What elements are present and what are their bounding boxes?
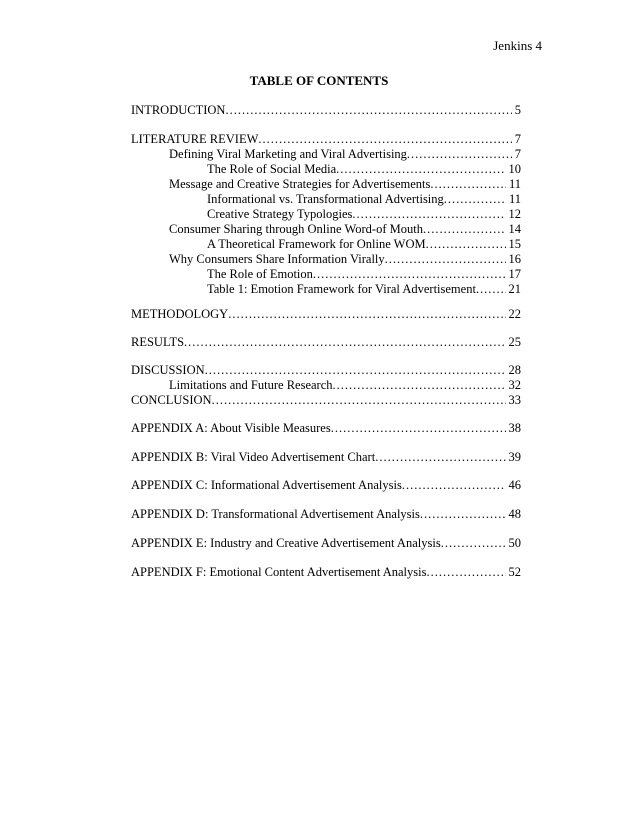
toc-page-number: 21 (508, 282, 521, 296)
toc-page-number: 33 (508, 393, 521, 407)
toc-entry (131, 132, 521, 147)
toc-entry-title: APPENDIX F: Emotional Content Advertisement Analysis (131, 565, 427, 579)
dot-leader (228, 307, 505, 322)
toc-entry-title: Defining Viral Marketing and Viral Advertising (169, 147, 407, 161)
dot-leader (331, 421, 506, 436)
dot-leader (336, 162, 505, 177)
toc-entry-title: RESULTS (131, 335, 185, 349)
toc-page-number: 7 (514, 132, 521, 146)
toc-entry (131, 421, 521, 436)
toc-entry (131, 478, 521, 493)
toc-page-number: 11 (508, 177, 521, 191)
toc-entry-title: DISCUSSION (131, 363, 205, 377)
toc-entry (131, 147, 521, 162)
dot-leader (205, 363, 506, 378)
toc-entry (131, 237, 521, 252)
toc-entry-title: A Theoretical Framework for Online WOM (207, 237, 426, 251)
toc-title: TABLE OF CONTENTS (249, 73, 389, 88)
toc-entry (131, 282, 521, 297)
toc-page-number: 12 (508, 207, 521, 221)
toc-page-number: 48 (508, 507, 521, 521)
dot-leader (420, 507, 506, 522)
toc-entry-title: The Role of Social Media (207, 162, 337, 176)
toc-entry (131, 507, 521, 522)
dot-leader (441, 536, 506, 551)
toc-entry-title: Informational vs. Transformational Advertising (207, 192, 444, 206)
toc-page-number: 32 (508, 378, 521, 392)
toc-entry-title: Consumer Sharing through Online Word-of Mouth (169, 222, 423, 236)
toc-page-number: 11 (508, 192, 521, 206)
toc-entry-title: Creative Strategy Typologies (207, 207, 353, 221)
dot-leader (426, 237, 506, 252)
dot-leader (423, 222, 506, 237)
toc-entry (131, 103, 521, 118)
dot-leader (212, 393, 506, 408)
toc-page-number: 10 (508, 162, 521, 176)
toc-entry (131, 267, 521, 282)
toc-entry (131, 177, 521, 192)
toc-page-number: 5 (514, 103, 521, 117)
toc-page-number: 15 (508, 237, 521, 251)
toc-page-number: 17 (508, 267, 521, 281)
dot-leader (184, 335, 505, 350)
toc-entry (131, 222, 521, 237)
toc-entry-title: METHODOLOGY (131, 307, 229, 321)
toc-entry (131, 363, 521, 378)
toc-page-number: 39 (508, 450, 521, 464)
toc-entry (131, 450, 521, 465)
toc-page-number: 46 (508, 478, 521, 492)
dot-leader (313, 267, 506, 282)
dot-leader (225, 103, 511, 118)
toc-entry-title: CONCLUSION (131, 393, 212, 407)
toc-entry-title: INTRODUCTION (131, 103, 226, 117)
toc-entry (131, 536, 521, 551)
dot-leader (430, 177, 506, 192)
toc-entry (131, 393, 521, 408)
toc-entry-title: LITERATURE REVIEW (131, 132, 259, 146)
dot-leader (375, 450, 505, 465)
toc-page-number: 50 (508, 536, 521, 550)
toc-page-number: 52 (508, 565, 521, 579)
running-head: Jenkins 4 (493, 38, 542, 53)
dot-leader (444, 192, 506, 207)
toc-entry (131, 378, 521, 393)
dot-leader (385, 252, 506, 267)
toc-entry (131, 162, 521, 177)
toc-entry (131, 335, 521, 350)
dot-leader (352, 207, 505, 222)
toc-page-number: 14 (508, 222, 521, 236)
dot-leader (407, 147, 512, 162)
toc-page-number: 22 (508, 307, 521, 321)
toc-entry (131, 307, 521, 322)
toc-entry-title: The Role of Emotion (207, 267, 313, 281)
toc-entry-title: Why Consumers Share Information Virally (169, 252, 385, 266)
toc-entry-title: Message and Creative Strategies for Advertisements (169, 177, 431, 191)
toc-entry-title: APPENDIX E: Industry and Creative Advertisement Analysis (131, 536, 441, 550)
toc-entry-title: APPENDIX C: Informational Advertisement Analysis (131, 478, 402, 492)
dot-leader (333, 378, 506, 393)
toc-page-number: 16 (508, 252, 521, 266)
toc-entry (131, 565, 521, 580)
toc-page-number: 7 (514, 147, 521, 161)
dot-leader (402, 478, 506, 493)
toc-page-number: 38 (508, 421, 521, 435)
toc-entry (131, 252, 521, 267)
toc-entry (131, 207, 521, 222)
dot-leader (426, 565, 505, 580)
toc-entry-title: APPENDIX D: Transformational Advertisement Analysis (131, 507, 420, 521)
toc-entry-title: APPENDIX A: About Visible Measures (131, 421, 331, 435)
toc-page-number: 28 (508, 363, 521, 377)
dot-leader (476, 282, 506, 297)
toc-entry (131, 192, 521, 207)
toc-page-number: 25 (508, 335, 521, 349)
toc-entry-title: APPENDIX B: Viral Video Advertisement Chart (131, 450, 376, 464)
toc-entry-title: Table 1: Emotion Framework for Viral Advertisement (207, 282, 476, 296)
dot-leader (258, 132, 511, 147)
toc-entry-title: Limitations and Future Research (169, 378, 333, 392)
